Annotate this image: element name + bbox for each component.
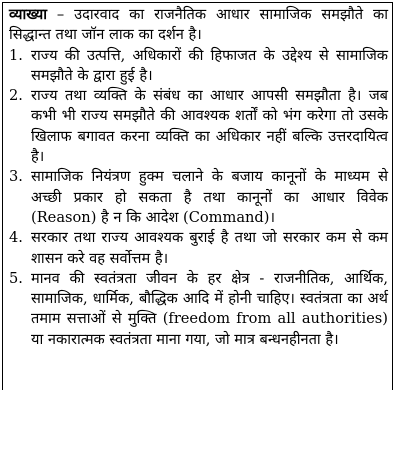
list-item-number: 1. bbox=[9, 46, 23, 64]
list-item bbox=[9, 46, 388, 87]
intro-heading: व्याख्या bbox=[9, 6, 48, 23]
list-item-text: राज्य की उत्पत्ति, अधिकारों की हिफाजत के उद्देश्य से सामाजिक समझौते के द्वारा हुई है। bbox=[31, 46, 388, 84]
points-list bbox=[9, 46, 388, 350]
list-item-text: राज्य तथा व्यक्ति के संबंध का आधार आपसी समझौता है। जब कभी भी राज्य समझौते की आवश्यक शर्तों को भंग करेगा तो उसके खिलाफ बगावत करना व्यक्ति का अधिकार नहीं बल्कि उत्तरदायित्व है। bbox=[31, 87, 388, 166]
list-item-text: सरकार तथा राज्य आवश्यक बुराई है तथा जो सरकार कम से कम शासन करे वह सर्वोत्तम है। bbox=[31, 229, 388, 267]
intro-paragraph bbox=[9, 5, 388, 46]
list-item bbox=[9, 269, 388, 350]
document-box bbox=[2, 2, 393, 390]
list-item bbox=[9, 167, 388, 228]
list-item-number: 4. bbox=[9, 229, 23, 247]
list-item-text: सामाजिक नियंत्रण हुक्म चलाने के बजाय कानूनों के माध्यम से अच्छी प्रकार हो सकता है तथा कानूनों का आधार विवेक (Reason) है न कि आदेश (Command)। bbox=[31, 168, 388, 226]
list-item bbox=[9, 86, 388, 167]
list-item-text: मानव की स्वतंत्रता जीवन के हर क्षेत्र - राजनीतिक, आर्थिक, सामाजिक, धार्मिक, बौद्धिक आदि में होनी चाहिए। स्वतंत्रता का अर्थ तमाम सत्ताओं से मुक्ति (freedom from all authorities) या नकारात्मक स्वतंत्रता माना गया, जो मात्र बन्धनहीनता है। bbox=[31, 269, 388, 348]
list-item bbox=[9, 228, 388, 269]
list-item-number: 3. bbox=[9, 168, 23, 186]
list-item-number: 2. bbox=[9, 87, 23, 105]
list-item-number: 5. bbox=[9, 269, 23, 287]
intro-text: – उदारवाद का राजनैतिक आधार सामाजिक समझौते का सिद्धान्त तथा जॉन लाक का दर्शन है। bbox=[9, 6, 388, 44]
